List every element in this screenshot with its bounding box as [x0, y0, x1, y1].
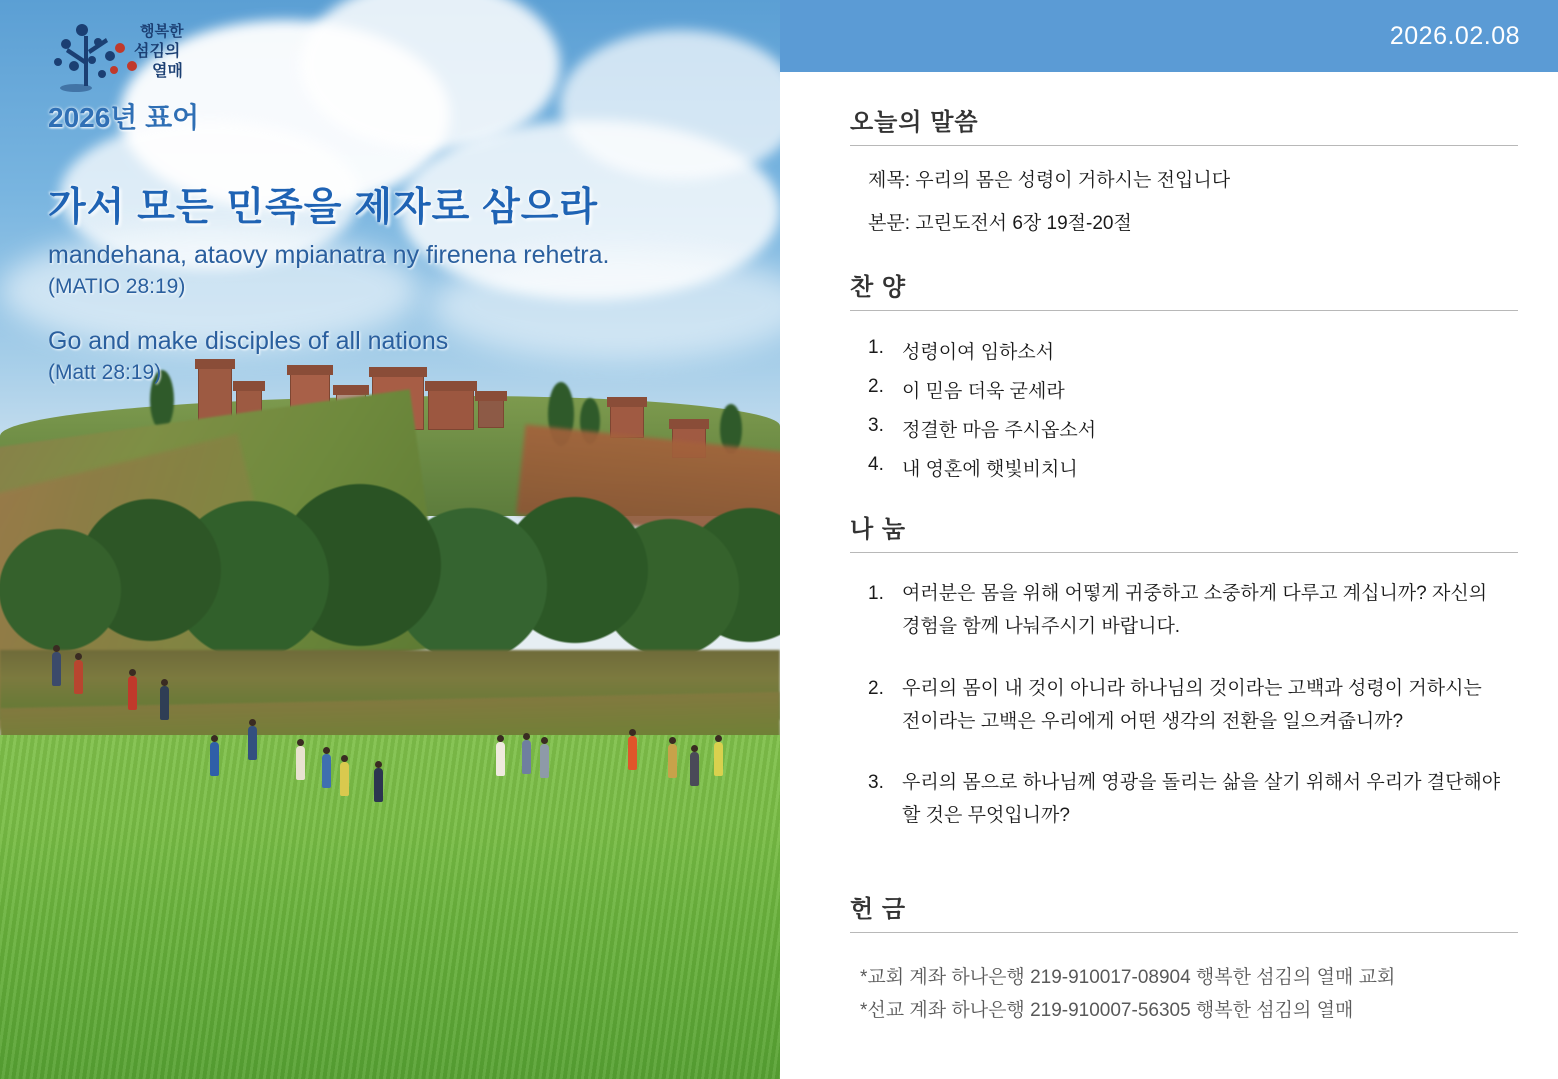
offering-account-church: *교회 계좌 하나은행 219-910017-08904 행복한 섬김의 열매 교회 [860, 966, 1396, 988]
divider [850, 552, 1518, 553]
slogan-malagasy: mandehana, ataovy mpianatra ny firenena rehetra. [48, 241, 610, 269]
section-sharing-title: 나 눔 [850, 516, 907, 543]
slogan-year: 2026년 표어 [48, 102, 200, 133]
hymn-number: 4. [868, 454, 884, 475]
content-body [780, 72, 1558, 1027]
church-logo [44, 14, 224, 104]
service-date: 2026.02.08 [1389, 21, 1520, 50]
person-figure [522, 740, 531, 774]
list-item [868, 766, 1518, 861]
hymn-list [850, 325, 1518, 487]
hymn-title: 정결한 마음 주시옵소서 [902, 420, 1097, 441]
person-figure [52, 652, 61, 686]
section-praise [850, 267, 1518, 487]
list-item [868, 370, 1518, 409]
logo-line2-text: 섬김의 [134, 43, 181, 60]
question-number: 3. [868, 772, 884, 793]
list-item [868, 409, 1518, 448]
list-item [868, 331, 1518, 370]
section-offering-title: 헌 금 [850, 895, 907, 923]
person-figure [668, 744, 677, 778]
question-text: 우리의 몸으로 하나님께 영광을 돌리는 삶을 살기 위해서 우리가 결단해야 할 것은 무엇입니까? [902, 772, 1501, 827]
section-praise-title: 찬 양 [850, 274, 907, 301]
date-header-bar [780, 0, 1558, 72]
hymn-title: 내 영혼에 햇빛비치니 [902, 459, 1078, 480]
person-figure [248, 726, 257, 760]
question-text: 여러분은 몸을 위해 어떻게 귀중하고 소중하게 다루고 계십니까? 자신의 경험을 함께 나눠주시기 바랍니다. [902, 583, 1488, 638]
person-figure [210, 742, 219, 776]
question-number: 2. [868, 677, 884, 699]
divider [850, 310, 1518, 311]
slogan-malagasy-ref: (MATIO 28:19) [48, 274, 186, 298]
sharing-question-list [850, 567, 1518, 861]
person-figure [496, 742, 505, 776]
list-item [868, 672, 1518, 767]
section-offering [850, 889, 1518, 1028]
person-figure [628, 736, 637, 770]
hymn-title: 이 믿음 더욱 굳세라 [902, 381, 1065, 402]
rice-paddy [0, 735, 780, 1079]
village-house [478, 398, 504, 428]
person-figure [128, 676, 137, 710]
slogan-korean: 가서 모든 민족을 제자로 삼으라 [48, 186, 599, 229]
section-word-title: 오늘의 말씀 [850, 109, 979, 136]
section-word [850, 102, 1518, 245]
person-figure [340, 762, 349, 796]
person-figure [690, 752, 699, 786]
person-figure [714, 742, 723, 776]
logo-line1-text: 행복한 [140, 23, 184, 40]
divider [850, 932, 1518, 933]
slogan-english-ref: (Matt 28:19) [48, 360, 162, 384]
list-item [868, 577, 1518, 672]
list-item [868, 448, 1518, 487]
person-figure [540, 744, 549, 778]
right-content-panel [780, 0, 1558, 1079]
hymn-number: 2. [868, 376, 884, 397]
village-house [428, 388, 474, 430]
hymn-number: 1. [868, 337, 884, 358]
section-sharing [850, 509, 1518, 861]
question-text: 우리의 몸이 내 것이 아니라 하나님의 것이라는 고백과 성령이 거하시는 전이라는 고백은 우리에게 어떤 생각의 전환을 일으켜줍니까? [902, 677, 1482, 732]
person-figure [296, 746, 305, 780]
divider [850, 145, 1518, 146]
hymn-title: 성령이여 임하소서 [902, 342, 1055, 363]
logo-line3-text: 열매 [152, 63, 183, 80]
person-figure [160, 686, 169, 720]
person-figure [322, 754, 331, 788]
hymn-number: 3. [868, 415, 884, 436]
village-house [610, 404, 644, 438]
offering-account-mission: *선교 계좌 하나은행 219-910007-56305 행복한 섬김의 열매 [860, 999, 1354, 1021]
person-figure [74, 660, 83, 694]
question-number: 1. [868, 583, 884, 604]
slogan-malagasy-block [48, 238, 609, 301]
person-figure [374, 768, 383, 802]
slogan-english: Go and make disciples of all nations [48, 327, 449, 355]
offering-accounts [850, 947, 1518, 1028]
word-passage: 본문: 고린도전서 6장 19절-20절 [868, 212, 1132, 234]
slogan-english-block [48, 324, 448, 387]
word-subject: 제목: 우리의 몸은 성령이 거하시는 전입니다 [868, 170, 1231, 191]
